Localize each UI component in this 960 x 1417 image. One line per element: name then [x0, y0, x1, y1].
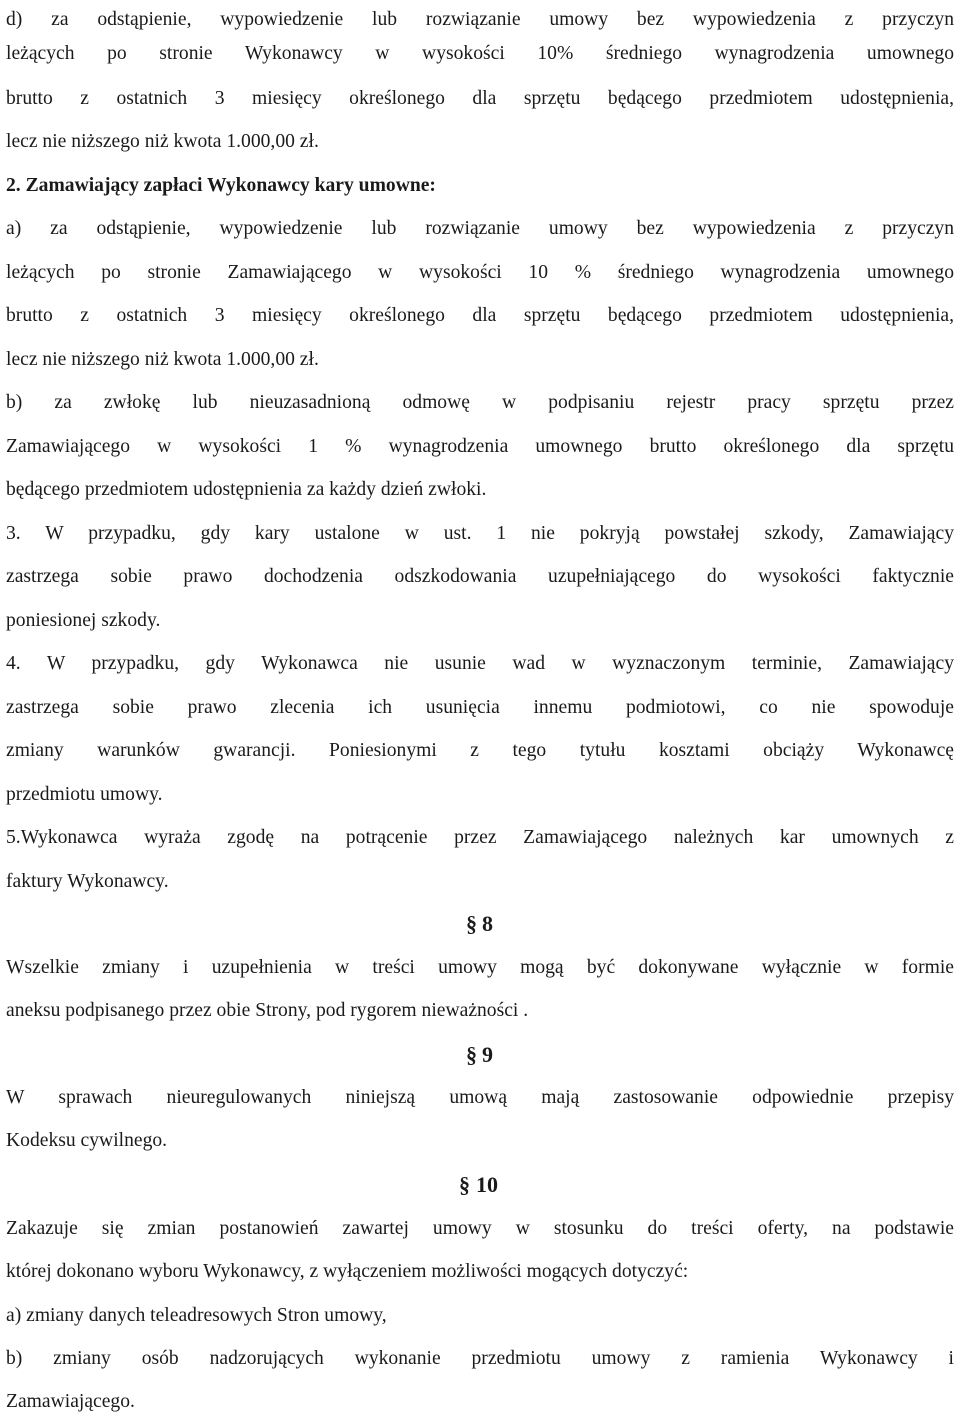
text-line: przedmiotu umowy.: [6, 784, 163, 805]
section-heading-8: [0, 906, 960, 942]
text-line: W sprawach nieuregulowanych niniejszą umową mają zastosowanie odpowiednie przepisy: [6, 1087, 954, 1108]
text-line: leżących po stronie Zamawiającego w wysokości 10 % średniego wynagrodzenia umownego: [6, 262, 954, 283]
text-line: zmiany warunków gwarancji. Poniesionymi z tego tytułu kosztami obciąży Wykonawcę: [6, 740, 954, 761]
section-heading-10: [0, 1167, 960, 1203]
text-line: d) za odstąpienie, wypowiedzenie lub rozwiązanie umowy bez wypowiedzenia z przyczyn: [6, 9, 954, 30]
section-number: 8: [482, 911, 493, 936]
text-line: b) zmiany osób nadzorujących wykonanie przedmiotu umowy z ramienia Wykonawcy i: [6, 1348, 954, 1369]
text-line: lecz nie niższego niż kwota 1.000,00 zł.: [6, 131, 319, 152]
text-line: Zamawiającego.: [6, 1391, 135, 1412]
section-sign: §: [459, 1172, 470, 1197]
text-line: brutto z ostatnich 3 miesięcy określonego dla sprzętu będącego przedmiotem udostępnienia,: [6, 305, 954, 326]
text-line: b) za zwłokę lub nieuzasadnioną odmowę w podpisaniu rejestr pracy sprzętu przez: [6, 392, 954, 413]
text-line: a) zmiany danych teleadresowych Stron umowy,: [6, 1305, 387, 1326]
section-heading-9: [0, 1037, 960, 1073]
text-line: aneksu podpisanego przez obie Strony, pod rygorem nieważności .: [6, 1000, 529, 1021]
paragraph-heading: 2. Zamawiający zapłaci Wykonawcy kary umowne:: [6, 175, 436, 196]
text-line: zastrzega sobie prawo zlecenia ich usunięcia innemu podmiotowi, co nie spowoduje: [6, 697, 954, 718]
section-sign: §: [466, 1042, 477, 1067]
text-line: 3. W przypadku, gdy kary ustalone w ust. 1 nie pokryją powstałej szkody, Zamawiający: [6, 523, 954, 544]
text-line: 4. W przypadku, gdy Wykonawca nie usunie wad w wyznaczonym terminie, Zamawiający: [6, 653, 954, 674]
text-line: a) za odstąpienie, wypowiedzenie lub rozwiązanie umowy bez wypowiedzenia z przyczyn: [6, 218, 954, 239]
text-line: 5.Wykonawca wyraża zgodę na potrącenie przez Zamawiającego należnych kar umownych z: [6, 827, 954, 848]
text-line: będącego przedmiotem udostępnienia za każdy dzień zwłoki.: [6, 479, 487, 500]
text-line: faktury Wykonawcy.: [6, 871, 169, 892]
section-number: 9: [482, 1042, 493, 1067]
text-line: której dokonano wyboru Wykonawcy, z wyłączeniem możliwości mogących dotyczyć:: [6, 1261, 689, 1282]
text-line: poniesionej szkody.: [6, 610, 161, 631]
text-line: Zakazuje się zmian postanowień zawartej umowy w stosunku do treści oferty, na podstawie: [6, 1218, 954, 1239]
section-sign: §: [466, 911, 477, 936]
section-number: 10: [476, 1172, 498, 1197]
text-line: zastrzega sobie prawo dochodzenia odszkodowania uzupełniającego do wysokości faktycznie: [6, 566, 954, 587]
text-line: Wszelkie zmiany i uzupełnienia w treści umowy mogą być dokonywane wyłącznie w formie: [6, 957, 954, 978]
text-line: Zamawiającego w wysokości 1 % wynagrodzenia umownego brutto określonego dla sprzętu: [6, 436, 954, 457]
text-line: lecz nie niższego niż kwota 1.000,00 zł.: [6, 349, 319, 370]
text-line: brutto z ostatnich 3 miesięcy określonego dla sprzętu będącego przedmiotem udostępnienia,: [6, 88, 954, 109]
text-line: Kodeksu cywilnego.: [6, 1130, 168, 1151]
text-line: leżących po stronie Wykonawcy w wysokości 10% średniego wynagrodzenia umownego: [6, 43, 954, 64]
